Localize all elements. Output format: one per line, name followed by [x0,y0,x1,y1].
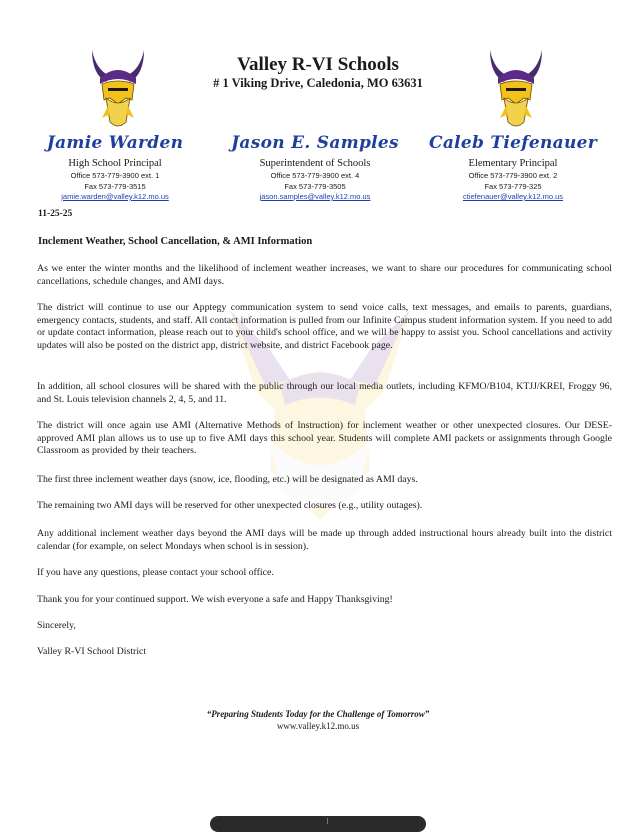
school-name: Valley R-VI Schools [237,54,399,75]
viewer-toolbar[interactable] [210,816,426,832]
staff-block-elementary-principal [428,133,598,202]
letter-date: 11-25-25 [38,209,73,219]
paragraph-thanks: Thank you for your continued support. We wish everyone a safe and Happy Thanksgiving! [37,594,393,605]
school-address: # 1 Viking Drive, Caledonia, MO 63631 [213,76,423,90]
paragraph-intro: As we enter the winter months and the likelihood of inclement weather increases, we want to share our procedures for communicating school cancellations, schedule changes, and AMI days. [37,263,612,287]
email-link[interactable]: jamie.warden@valley.k12.mo.us [61,192,169,201]
paragraph-remaining-two: The remaining two AMI days will be reserved for other unexpected closures (e.g., utility outages). [37,500,423,511]
paragraph-additional: Any additional inclement weather days beyond the AMI days will be made up through added instructional hours already built into the district calendar (for example, on select Mondays when school is in session). [37,528,612,552]
fax-number: Fax 573-779-3505 [284,182,346,191]
staff-title: Superintendent of Schools [259,158,371,169]
fax-number: Fax 573-779-3515 [84,182,146,191]
email-link[interactable]: jason.samples@valley.k12.mo.us [259,192,371,201]
paragraph-first-three: The first three inclement weather days (snow, ice, flooding, etc.) will be designated as AMI days. [37,474,418,485]
letter-subject: Inclement Weather, School Cancellation, & AMI Information [38,236,313,247]
office-phone: Office 573-779-3900 ext. 4 [270,171,360,180]
office-phone: Office 573-779-3900 ext. 1 [70,171,160,180]
signature: Jason E. Samples [231,133,399,153]
staff-block-superintendent [230,133,400,202]
paragraph-ami: The district will once again use AMI (Alternative Methods of Instruction) for inclement weather or other unexpected closures. Our DESE-approved AMI plan allows us to use up to five AMI days this school year. Students will complete AMI packets or assignments through Google Classroom as provided by their teachers. [37,420,612,457]
signature: Jamie Warden [46,133,184,153]
footer-url[interactable]: www.valley.k12.mo.us [276,721,360,731]
staff-title: High School Principal [68,158,162,169]
office-phone: Office 573-779-3900 ext. 2 [468,171,558,180]
staff-title: Elementary Principal [468,158,558,169]
staff-block-high-school-principal [30,133,200,202]
fax-number: Fax 573-779-325 [484,182,542,191]
closing-sincerely: Sincerely, [37,620,76,631]
email-link[interactable]: ctiefenauer@valley.k12.mo.us [462,192,564,201]
signature: Caleb Tiefenauer [429,133,597,153]
paragraph-media: In addition, all school closures will be shared with the public through our local media outlets, including KFMO/B104, KTJJ/KREI, Froggy 96, and St. Louis television channels 2, 4, 5, and 11. [37,381,612,405]
footer-motto: “Preparing Students Today for the Challenge of Tomorrow” [206,709,430,719]
closing-signature: Valley R-VI School District [37,646,147,657]
paragraph-questions: If you have any questions, please contact your school office. [37,567,274,578]
paragraph-communication: The district will continue to use our Apptegy communication system to send voice calls, text messages, and emails to parents, guardians, emergency contacts, students, and staff. All contact information is pulled from our Infinite Campus student information system. If you need to add or update contact information, please reach out to your child's school office, and we will be happy to assist you. School cancellations and activity updates will also be posted on the district app, district website, and district Facebook page. [37,302,612,351]
